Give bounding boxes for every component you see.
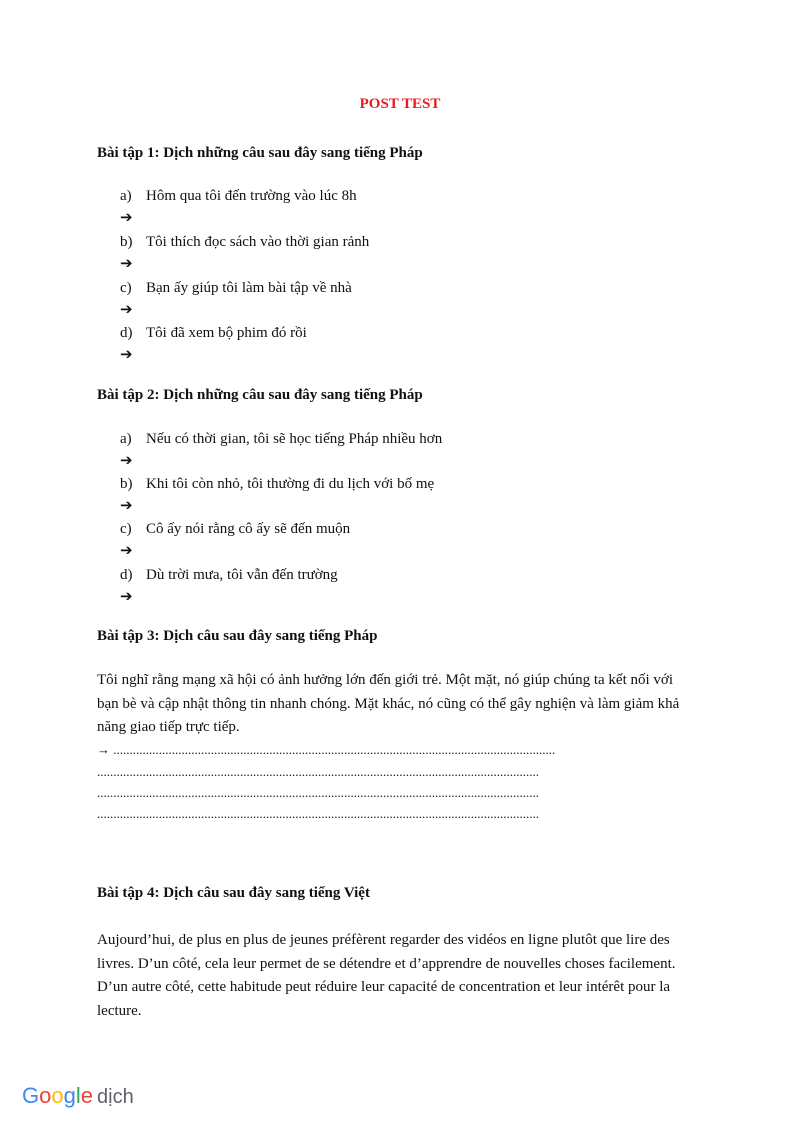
item-text: Tôi đã xem bộ phim đó rồi — [146, 325, 307, 341]
logo-letter: g — [63, 1083, 76, 1108]
exercise-4-heading: Bài tập 4: Dịch câu sau đây sang tiếng Việt — [97, 885, 370, 901]
page-title: POST TEST — [359, 96, 441, 112]
google-translate-watermark — [22, 1083, 134, 1109]
item-label: a) — [120, 188, 132, 204]
logo-letter: o — [39, 1083, 52, 1108]
exercise-2-heading: Bài tập 2: Dịch những câu sau đây sang tiếng Pháp — [97, 387, 423, 403]
answer-arrow-icon: ➔ — [120, 496, 133, 514]
item-label: a) — [120, 431, 132, 447]
item-label: c) — [120, 280, 132, 296]
logo-letter: l — [75, 1083, 81, 1108]
exercise-2-item-b — [120, 476, 434, 493]
logo-letter: o — [51, 1083, 64, 1108]
answer-line: ........................................................................................................................................ — [97, 785, 539, 800]
exercise-2-item-c — [120, 521, 350, 538]
exercise-1-heading: Bài tập 1: Dịch những câu sau đây sang tiếng Pháp — [97, 145, 423, 161]
answer-arrow-icon: → — [97, 742, 110, 757]
exercise-3-heading: Bài tập 3: Dịch câu sau đây sang tiếng Pháp — [97, 628, 378, 644]
exercise-1-item-d — [120, 325, 307, 342]
exercise-4-paragraph: Aujourd’hui, de plus en plus de jeunes préfèrent regarder des vidéos en ligne plutôt que lire des livres. D’un côté, cela leur permet de se détendre et d’apprendre de nouvelles choses facilement. D’un autre côté, cette habitude peut réduire leur capacité de concentration et leur intérêt pour la lecture. — [97, 932, 676, 1019]
item-label: d) — [120, 325, 133, 341]
exercise-2-item-a — [120, 431, 442, 448]
exercise-1-item-b — [120, 234, 369, 251]
item-label: b) — [120, 476, 133, 492]
answer-line: ........................................................................................................................................ — [97, 764, 539, 779]
answer-line: ........................................................................................................................................ — [97, 806, 539, 821]
exercise-2-item-d — [120, 567, 338, 584]
answer-arrow-icon: ➔ — [120, 451, 133, 469]
logo-letter: G — [22, 1083, 40, 1108]
answer-arrow-icon: ➔ — [120, 345, 133, 363]
exercise-1-item-a — [120, 188, 357, 205]
item-label: b) — [120, 234, 133, 250]
answer-arrow-icon: ➔ — [120, 541, 133, 559]
item-label: c) — [120, 521, 132, 537]
watermark-suffix: dịch — [97, 1086, 134, 1108]
logo-letter: e — [80, 1083, 94, 1108]
item-text: Khi tôi còn nhỏ, tôi thường đi du lịch với bố mẹ — [146, 476, 435, 492]
item-text: Nếu có thời gian, tôi sẽ học tiếng Pháp nhiều hơn — [146, 431, 443, 447]
item-text: Tôi thích đọc sách vào thời gian rảnh — [146, 234, 370, 250]
exercise-1-item-c — [120, 280, 352, 297]
exercise-3-paragraph: Tôi nghĩ rằng mạng xã hội có ảnh hưởng lớn đến giới trẻ. Một mặt, nó giúp chúng ta kết nối với bạn bè và cập nhật thông tin nhanh chóng. Mặt khác, nó cũng có thể gây nghiện và làm giảm khả năng giao tiếp trực tiếp. — [97, 672, 680, 735]
answer-dots: ........................................................................................................................................ — [113, 742, 556, 757]
answer-arrow-icon: ➔ — [120, 587, 133, 605]
answer-arrow-icon: ➔ — [120, 208, 133, 226]
item-label: d) — [120, 567, 133, 583]
answer-arrow-icon: ➔ — [120, 300, 133, 318]
item-text: Hôm qua tôi đến trường vào lúc 8h — [146, 188, 357, 204]
item-text: Dù trời mưa, tôi vẫn đến trường — [146, 567, 338, 583]
item-text: Bạn ấy giúp tôi làm bài tập về nhà — [146, 280, 352, 296]
answer-line — [97, 742, 555, 758]
item-text: Cô ấy nói rằng cô ấy sẽ đến muộn — [146, 521, 351, 537]
answer-arrow-icon: ➔ — [120, 254, 133, 272]
google-logo — [22, 1083, 93, 1108]
